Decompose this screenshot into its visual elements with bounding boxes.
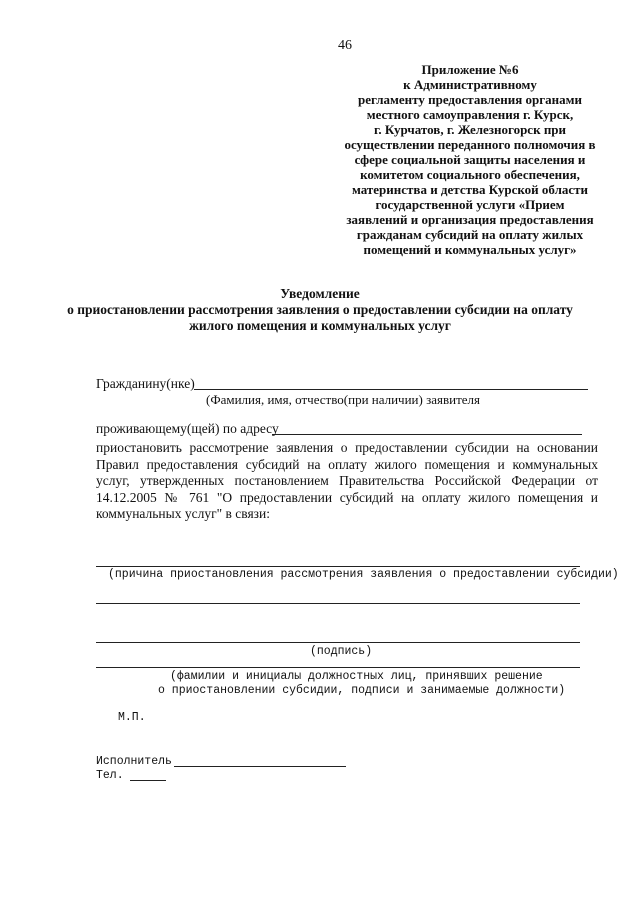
officials-field[interactable] [96, 667, 580, 668]
reason-caption: (причина приостановления рассмотрения заявления о предоставлении субсидии) [108, 568, 619, 581]
reason-field-continued[interactable] [96, 603, 580, 604]
appendix-line: комитетом социального обеспечения, [360, 167, 580, 182]
citizen-caption: (Фамилия, имя, отчество(при наличии) заявителя [206, 392, 480, 407]
appendix-line: заявлений и организация предоставления [346, 212, 594, 227]
appendix-line: материнства и детства Курской области [351, 182, 589, 197]
citizen-label: Гражданину(нке) [96, 376, 195, 391]
reason-field[interactable] [96, 566, 580, 567]
citizen-name-field[interactable] [194, 389, 588, 390]
signature-caption: (подпись) [310, 645, 373, 658]
address-field[interactable] [272, 434, 582, 435]
body-paragraph: приостановить рассмотрение заявления о предоставлении субсидии на основании Правил предоставления субсидий на оплату жилого помещения и коммунальных услуг, утвержденных постановлением Правительства Российской Федерации от 14.12.2005 № 761 "О предоставлении субсидий на оплату жилого помещения и коммунальных услуг" в связи: [96, 440, 598, 521]
executor-field[interactable] [174, 766, 346, 767]
notice-subtitle-line: о приостановлении рассмотрения заявления о предоставлении субсидии на оплату [67, 302, 573, 317]
appendix-line: регламенту предоставления органами [358, 92, 582, 107]
executor-label: Исполнитель [96, 755, 172, 768]
officials-caption-line: о приостановлении субсидии, подписи и занимаемые должности) [158, 684, 566, 697]
notice-heading [40, 286, 600, 334]
appendix-line: сфере социальной защиты населения и [354, 152, 586, 167]
appendix-line: к Административному [403, 77, 537, 92]
appendix-line: гражданам субсидий на оплату жилых [356, 227, 584, 242]
appendix-header [320, 62, 620, 257]
officials-caption-line: (фамилии и инициалы должностных лиц, принявших решение [170, 670, 543, 683]
stamp-place: М.П. [118, 711, 146, 724]
address-label: проживающему(щей) по адресу [96, 421, 279, 436]
appendix-line: осуществлении переданного полномочия в [344, 137, 596, 152]
signature-field[interactable] [96, 642, 580, 643]
appendix-line: Приложение №6 [421, 62, 519, 77]
appendix-line: государственной услуги «Прием [375, 197, 565, 212]
appendix-line: г. Курчатов, г. Железногорск при [373, 122, 567, 137]
page-number: 46 [338, 38, 352, 53]
phone-field[interactable] [130, 780, 166, 781]
notice-title: Уведомление [280, 286, 360, 301]
phone-label: Тел. [96, 769, 124, 782]
appendix-line: местного самоуправления г. Курск, [366, 107, 574, 122]
appendix-line: помещений и коммунальных услуг» [363, 242, 577, 257]
notice-subtitle-line: жилого помещения и коммунальных услуг [189, 318, 451, 333]
